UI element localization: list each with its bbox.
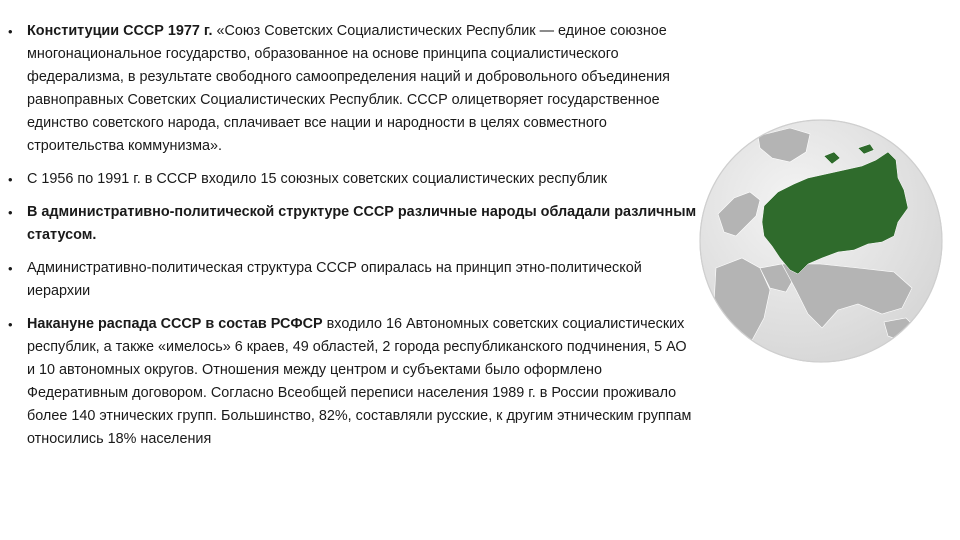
globe-map-ussr bbox=[698, 118, 944, 364]
bullet-5-text: входило 16 Автономных советских социалистических республик, а также «имелось» 6 краев, 49 областей, 2 города республиканского подчинения, 5 АО и 10 автономных округов. Отношения между центром и субъектами было оформлено Федеративным договором. Согласно Всеобщей переписи населения 1989 г. в России проживало более 140 этнических групп. Большинство, 82%, составляли русские, к другим этническим группам относились 18% населения bbox=[27, 316, 692, 447]
bullet-constitution-1977 bbox=[8, 20, 698, 158]
bullet-marker: • bbox=[8, 172, 13, 187]
bullet-rsfsr bbox=[8, 313, 698, 451]
bullet-list bbox=[8, 20, 698, 461]
bullet-2-text: С 1956 по 1991 г. в СССР входило 15 союзных советских социалистических республик bbox=[27, 171, 608, 187]
bullet-status bbox=[8, 201, 698, 247]
bullet-marker: • bbox=[8, 261, 13, 276]
bullet-marker: • bbox=[8, 24, 13, 39]
bullet-1-bold: Конституции СССР 1977 г. bbox=[27, 23, 213, 39]
bullet-republics-count bbox=[8, 168, 698, 191]
bullet-5-bold: Накануне распада СССР в состав РСФСР bbox=[27, 316, 323, 332]
bullet-marker: • bbox=[8, 205, 13, 220]
bullet-3-bold: В административно-политической структуре СССР различные народы обладали различным статусом. bbox=[27, 204, 697, 243]
bullet-hierarchy bbox=[8, 257, 698, 303]
bullet-1-text: «Союз Советских Социалистических Республик — единое союзное многонациональное государство, образованное на основе принципа социалистического федерализма, в результате свободного самоопределения наций и добровольного объединения равноправных Советских Социалистических Республик. СССР олицетворяет государственное единство советского народа, сплачивает все нации и народности в целях совместного строительства коммунизма». bbox=[27, 23, 670, 154]
bullet-4-text: Административно-политическая структура СССР опиралась на принцип этно-политической иерархии bbox=[27, 260, 642, 299]
bullet-marker: • bbox=[8, 317, 13, 332]
